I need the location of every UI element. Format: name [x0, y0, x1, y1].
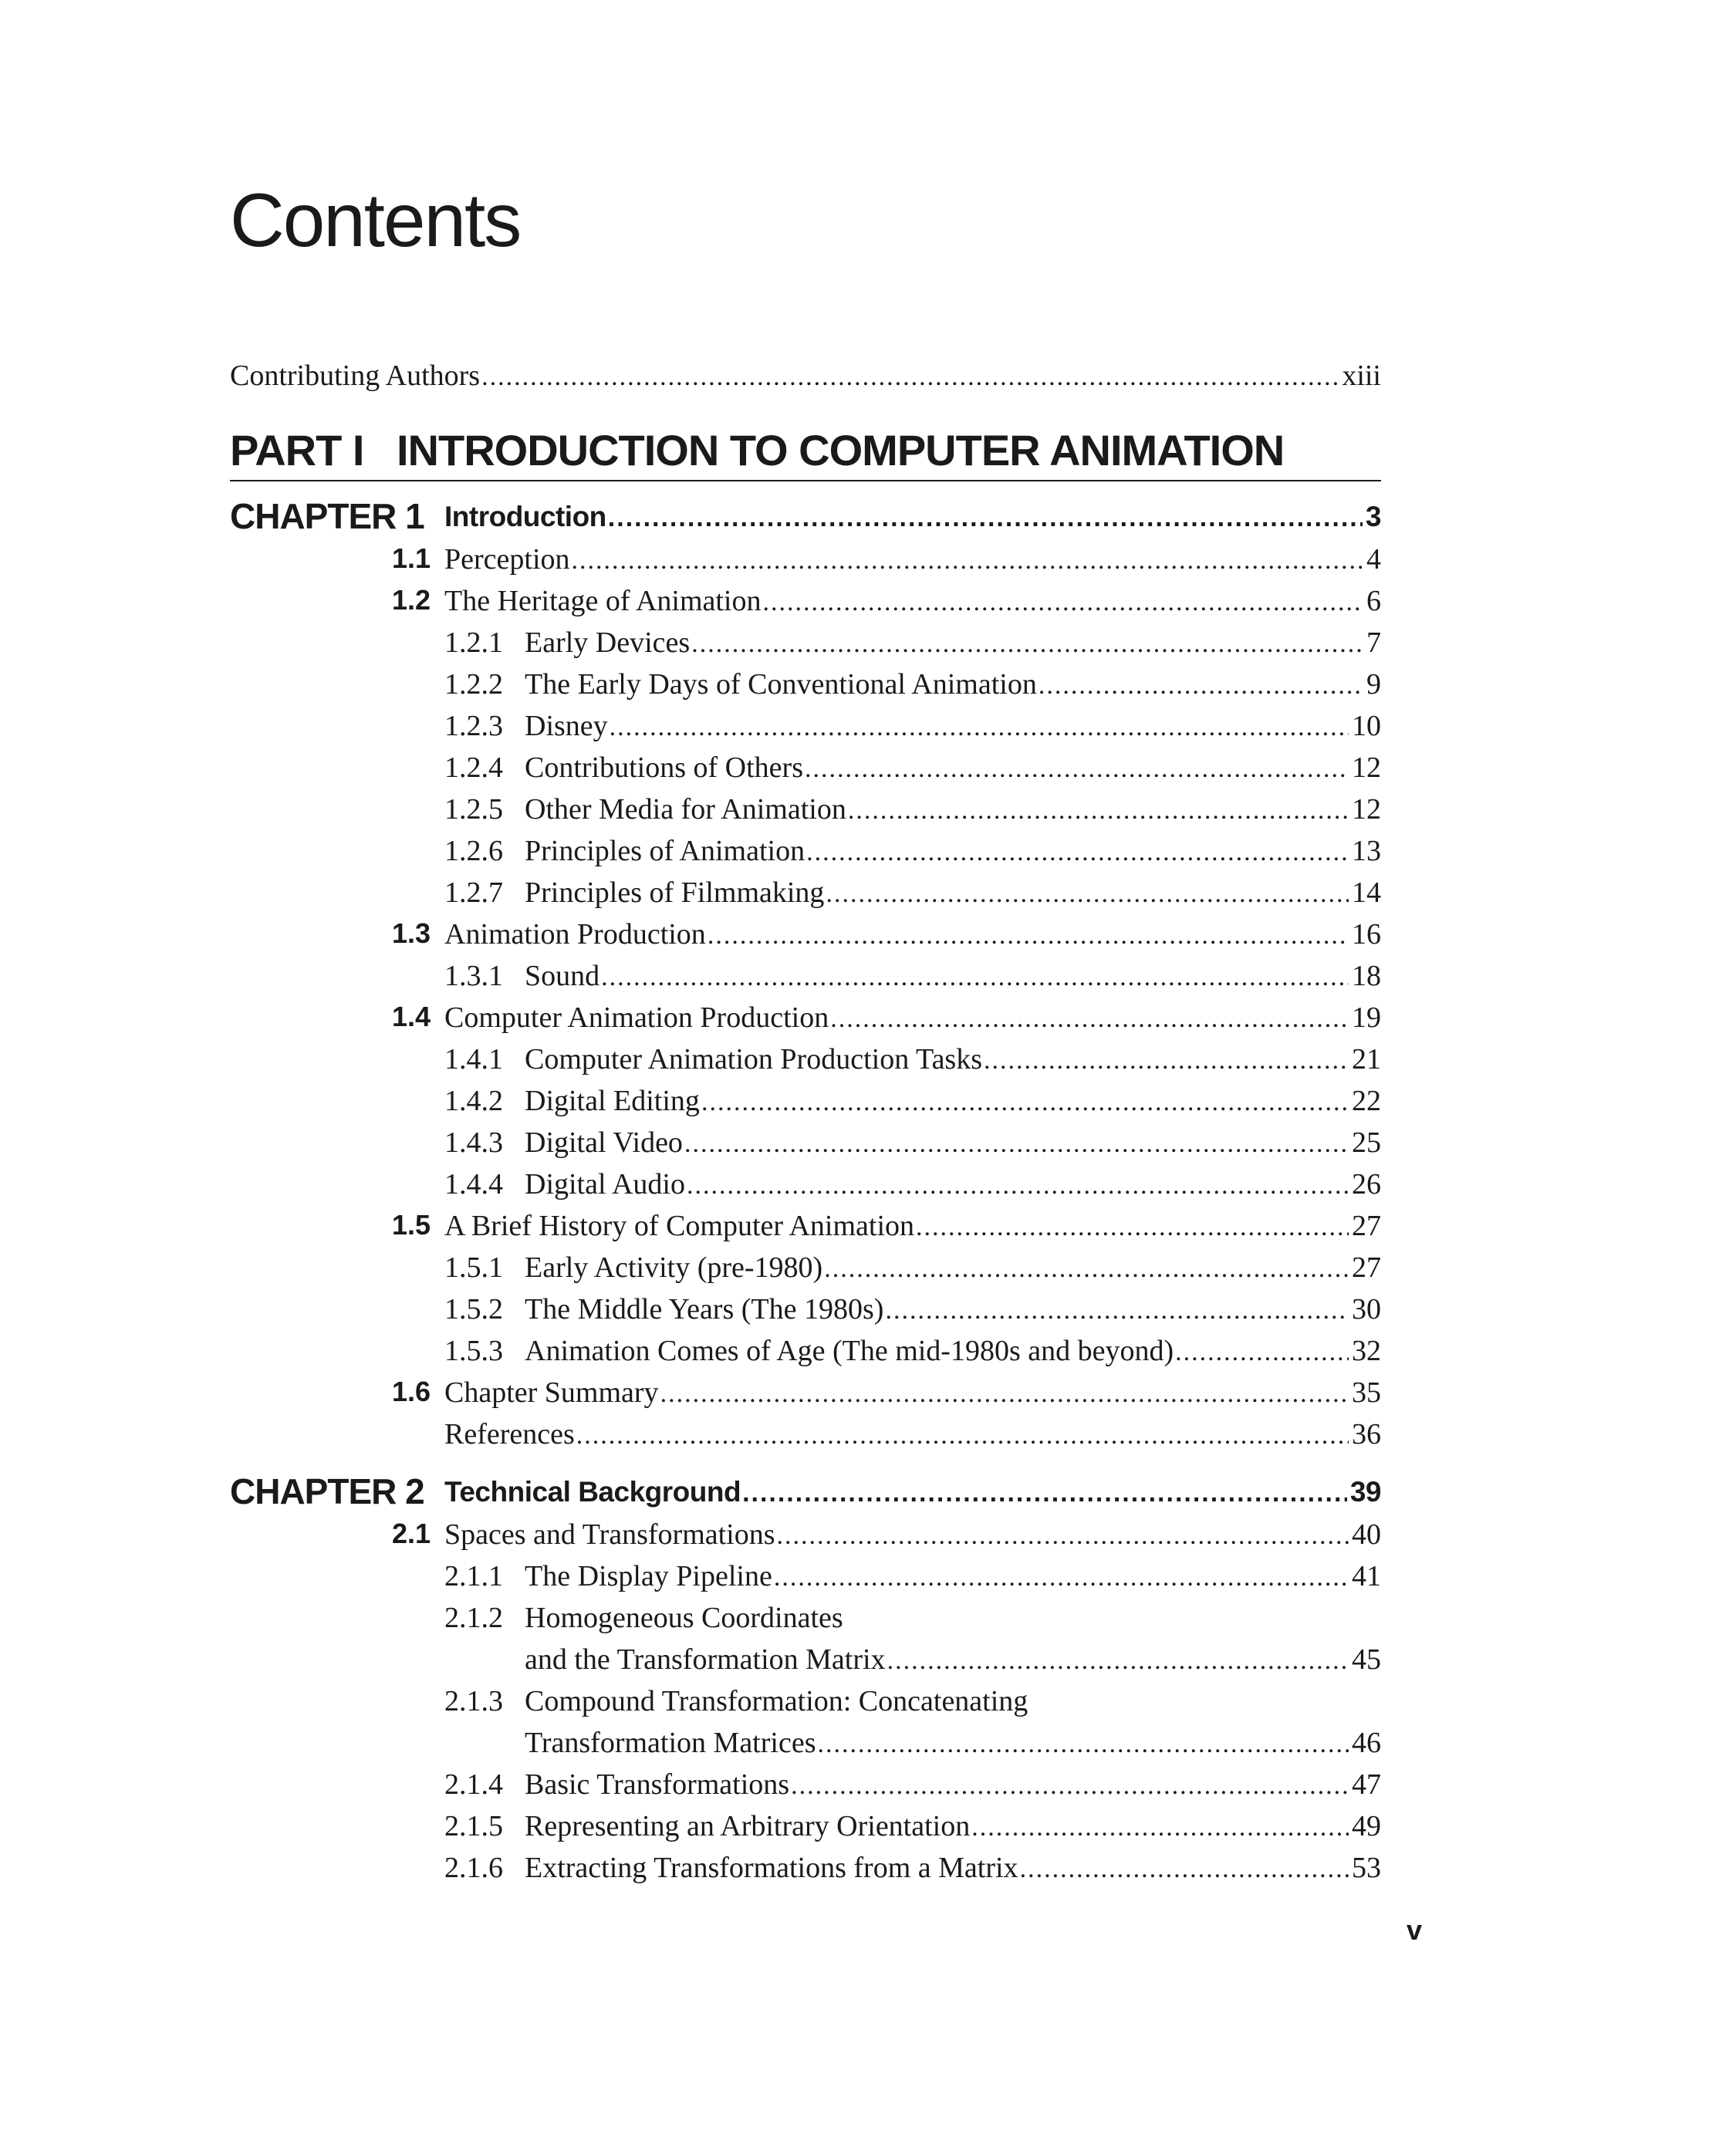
- toc-entry-title: Contributing Authors: [230, 360, 481, 392]
- dot-leader: [916, 1214, 1349, 1241]
- toc-entry-title: Extracting Transformations from a Matrix: [525, 1852, 1018, 1884]
- dot-leader: [984, 1048, 1349, 1074]
- toc-entry[interactable]: [444, 1520, 1381, 1549]
- dot-leader: [817, 1731, 1349, 1758]
- toc-entry-title: Representing an Arbitrary Orientation: [525, 1810, 971, 1842]
- toc-entry-page: 7: [1366, 626, 1381, 659]
- toc-entry-page: 6: [1366, 585, 1381, 617]
- toc-entry-page: 30: [1352, 1293, 1381, 1325]
- section-number: 2.1: [391, 1518, 431, 1549]
- toc-subentry[interactable]: [444, 795, 1381, 824]
- toc-entry-chapter-2[interactable]: [444, 1477, 1381, 1506]
- dot-leader: [610, 714, 1349, 741]
- dot-leader: [885, 1298, 1349, 1324]
- dot-leader: [806, 839, 1349, 866]
- subsection-number: 2.1.6: [444, 1852, 503, 1884]
- toc-entry-references[interactable]: [444, 1420, 1381, 1449]
- toc-entry-title: Compound Transformation: Concatenating: [525, 1685, 1028, 1717]
- toc-subentry[interactable]: [444, 1045, 1381, 1074]
- chapter-label: CHAPTER 2: [230, 1471, 424, 1511]
- toc-entry-page: 12: [1352, 793, 1381, 826]
- toc-subentry[interactable]: [444, 836, 1381, 866]
- toc-subentry[interactable]: [444, 1770, 1381, 1799]
- dot-leader: [824, 1256, 1349, 1282]
- toc-entry-page: xiii: [1342, 360, 1381, 392]
- toc-entry-title: Perception: [444, 543, 570, 576]
- toc-entry-title: Computer Animation Production: [444, 1001, 829, 1034]
- toc-subentry-continuation[interactable]: [525, 1728, 1381, 1758]
- toc-entry-title-continuation: and the Transformation Matrix: [525, 1643, 886, 1676]
- toc-entry-title: Homogeneous Coordinates: [525, 1602, 843, 1634]
- page-title: Contents: [230, 177, 521, 262]
- dot-leader: [608, 505, 1363, 531]
- toc-entry[interactable]: [444, 586, 1381, 616]
- toc-entry-title: The Early Days of Conventional Animation: [525, 668, 1037, 701]
- toc-entry-page: 40: [1352, 1518, 1381, 1551]
- dot-leader: [742, 1480, 1347, 1506]
- toc-entry-title: Animation Production: [444, 918, 706, 951]
- toc-entry-page: 47: [1352, 1768, 1381, 1801]
- subsection-number: 1.2.4: [444, 751, 503, 784]
- section-number: 1.2: [391, 584, 431, 616]
- toc-entry-page: 10: [1352, 710, 1381, 742]
- toc-entry-page: 32: [1352, 1335, 1381, 1367]
- dot-leader: [763, 589, 1364, 616]
- toc-entry-contributing-authors[interactable]: [230, 361, 1381, 390]
- toc-entry-title: Computer Animation Production Tasks: [525, 1043, 983, 1076]
- chapter-label: CHAPTER 1: [230, 496, 424, 536]
- toc-subentry[interactable]: [444, 1853, 1381, 1883]
- section-number: 1.4: [391, 1001, 431, 1032]
- toc-entry-page: 46: [1352, 1727, 1381, 1759]
- toc-entry-chapter-1[interactable]: [444, 502, 1381, 531]
- dot-leader: [481, 364, 1339, 390]
- dot-leader: [887, 1648, 1349, 1674]
- toc-entry-title: Basic Transformations: [525, 1768, 790, 1801]
- toc-entry-title: Early Devices: [525, 626, 691, 659]
- subsection-number: 2.1.4: [444, 1768, 503, 1801]
- dot-leader: [660, 1381, 1349, 1407]
- toc-entry[interactable]: [444, 1378, 1381, 1407]
- toc-entry-page: 21: [1352, 1043, 1381, 1076]
- subsection-number: 1.2.3: [444, 710, 503, 742]
- toc-entry-page: 41: [1352, 1560, 1381, 1592]
- toc-entry-title: The Display Pipeline: [525, 1560, 772, 1592]
- toc-entry-page: 27: [1352, 1251, 1381, 1284]
- dot-leader: [687, 1173, 1349, 1199]
- toc-entry-title: Other Media for Animation: [525, 793, 846, 826]
- toc-entry-title: The Heritage of Animation: [444, 585, 762, 617]
- subsection-number: 1.5.1: [444, 1251, 503, 1284]
- toc-entry-title: Disney: [525, 710, 608, 742]
- toc-subentry[interactable]: [444, 1128, 1381, 1157]
- toc-entry-page: 53: [1352, 1852, 1381, 1884]
- toc-entry-page: 12: [1352, 751, 1381, 784]
- toc-subentry[interactable]: [444, 878, 1381, 907]
- toc-entry-page: 14: [1352, 876, 1381, 909]
- toc-entry-title-continuation: Transformation Matrices: [525, 1727, 816, 1759]
- toc-entry-page: 45: [1352, 1643, 1381, 1676]
- toc-subentry[interactable]: [444, 1562, 1381, 1591]
- toc-subentry[interactable]: [444, 753, 1381, 782]
- dot-leader: [1175, 1339, 1349, 1366]
- section-number: 1.6: [391, 1376, 431, 1407]
- dot-leader: [601, 964, 1349, 991]
- toc-entry-title: Chapter Summary: [444, 1376, 659, 1409]
- dot-leader: [572, 548, 1363, 574]
- toc-entry-title: Digital Audio: [525, 1168, 685, 1201]
- section-number: 1.5: [391, 1209, 431, 1241]
- toc-entry-title: Digital Video: [525, 1126, 683, 1159]
- toc-entry-page: 18: [1352, 960, 1381, 992]
- toc-entry-page: 25: [1352, 1126, 1381, 1159]
- dot-leader: [576, 1423, 1349, 1449]
- subsection-number: 2.1.1: [444, 1560, 503, 1592]
- toc-entry-page: 39: [1349, 1476, 1381, 1508]
- toc-subentry[interactable]: [444, 628, 1381, 657]
- section-number: 1.3: [391, 917, 431, 949]
- dot-leader: [848, 798, 1349, 824]
- subsection-number: 1.4.3: [444, 1126, 503, 1159]
- part-number: PART I: [230, 426, 364, 474]
- toc-entry-title: Technical Background: [444, 1476, 741, 1508]
- toc-subentry[interactable]: [444, 1295, 1381, 1324]
- dot-leader: [1020, 1856, 1349, 1883]
- dot-leader: [791, 1773, 1349, 1799]
- toc-subentry[interactable]: [444, 1170, 1381, 1199]
- section-number: 1.1: [391, 542, 431, 574]
- toc-subentry[interactable]: [444, 1086, 1381, 1116]
- dot-leader: [701, 1089, 1349, 1116]
- toc-entry-page: 13: [1352, 835, 1381, 867]
- subsection-number: 2.1.5: [444, 1810, 503, 1842]
- toc-entry-title: Early Activity (pre-1980): [525, 1251, 823, 1284]
- dot-leader: [691, 631, 1363, 657]
- toc-entry-page: 36: [1352, 1418, 1381, 1450]
- toc-entry-title: Animation Comes of Age (The mid-1980s and beyond): [525, 1335, 1174, 1367]
- toc-subentry-continuation[interactable]: [525, 1645, 1381, 1674]
- dot-leader: [777, 1523, 1349, 1549]
- toc-entry-title: Principles of Animation: [525, 835, 806, 867]
- subsection-number: 1.4.4: [444, 1168, 503, 1201]
- toc-entry[interactable]: [444, 1003, 1381, 1032]
- toc-subentry[interactable]: [444, 1812, 1381, 1841]
- toc-entry-title: Introduction: [444, 501, 606, 532]
- dot-leader: [774, 1565, 1349, 1591]
- toc-entry[interactable]: [444, 545, 1381, 574]
- toc-subentry[interactable]: [444, 961, 1381, 991]
- subsection-number: 1.4.2: [444, 1085, 503, 1117]
- toc-subentry-first-line[interactable]: [444, 1603, 843, 1633]
- subsection-number: 1.3.1: [444, 960, 503, 992]
- part-title: INTRODUCTION TO COMPUTER ANIMATION: [397, 426, 1285, 474]
- subsection-number: 1.2.6: [444, 835, 503, 867]
- page-number: v: [1407, 1914, 1423, 1946]
- toc-subentry[interactable]: [444, 711, 1381, 741]
- subsection-number: 2.1.3: [444, 1685, 503, 1717]
- subsection-number: 1.2.2: [444, 668, 503, 701]
- toc-entry-page: 3: [1365, 501, 1381, 532]
- toc-entry-page: 22: [1352, 1085, 1381, 1117]
- toc-entry-page: 49: [1352, 1810, 1381, 1842]
- subsection-number: 1.2.5: [444, 793, 503, 826]
- toc-entry-title: The Middle Years (The 1980s): [525, 1293, 884, 1325]
- toc-entry-title: Contributions of Others: [525, 751, 803, 784]
- subsection-number: 2.1.2: [444, 1602, 503, 1634]
- subsection-number: 1.5.2: [444, 1293, 503, 1325]
- dot-leader: [708, 923, 1349, 949]
- toc-entry-title: A Brief History of Computer Animation: [444, 1210, 915, 1242]
- dot-leader: [1039, 673, 1363, 699]
- subsection-number: 1.2.1: [444, 626, 503, 659]
- dot-leader: [684, 1131, 1349, 1157]
- dot-leader: [805, 756, 1349, 782]
- dot-leader: [826, 881, 1349, 907]
- toc-subentry-first-line[interactable]: [444, 1687, 1028, 1716]
- toc-entry-title: Sound: [525, 960, 600, 992]
- toc-subentry[interactable]: [444, 1253, 1381, 1282]
- toc-entry-page: 16: [1352, 918, 1381, 951]
- toc-entry-title: Principles of Filmmaking: [525, 876, 825, 909]
- toc-entry-title: Spaces and Transformations: [444, 1518, 775, 1551]
- part-heading: [230, 426, 1381, 481]
- toc-entry-page: 26: [1352, 1168, 1381, 1201]
- dot-leader: [971, 1815, 1349, 1841]
- toc-entry-page: 19: [1352, 1001, 1381, 1034]
- subsection-number: 1.5.3: [444, 1335, 503, 1367]
- toc-subentry[interactable]: [444, 670, 1381, 699]
- toc-entry-title: Digital Editing: [525, 1085, 700, 1117]
- toc-entry-page: 4: [1366, 543, 1381, 576]
- subsection-number: 1.4.1: [444, 1043, 503, 1076]
- dot-leader: [830, 1006, 1349, 1032]
- toc-entry-page: 35: [1352, 1376, 1381, 1409]
- toc-entry-page: 27: [1352, 1210, 1381, 1242]
- toc-subentry[interactable]: [444, 1336, 1381, 1366]
- subsection-number: 1.2.7: [444, 876, 503, 909]
- toc-entry-page: 9: [1366, 668, 1381, 701]
- toc-entry[interactable]: [444, 920, 1381, 949]
- toc-entry[interactable]: [444, 1211, 1381, 1241]
- toc-entry-title: References: [444, 1418, 575, 1450]
